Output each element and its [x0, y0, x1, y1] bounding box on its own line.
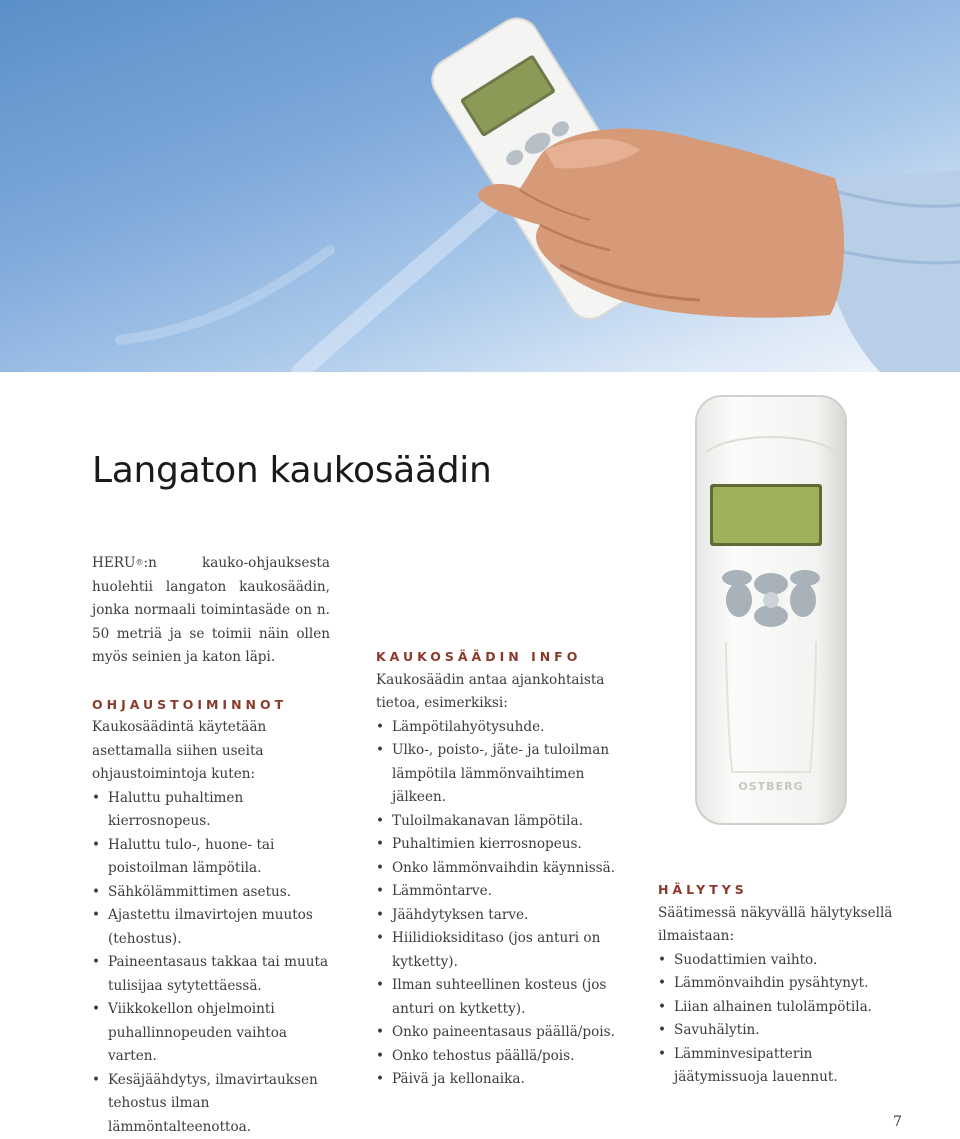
- list-item: • Ajastettu ilmavirtojen muutos (tehostus).: [92, 904, 330, 951]
- page-title: Langaton kaukosäädin: [92, 450, 491, 491]
- controls-list: [92, 787, 330, 1139]
- heading-halytys: HÄLYTYS: [658, 878, 898, 902]
- list-item: • Liian alhainen tulolämpötila.: [658, 996, 898, 1020]
- intro-text: :n kauko-ohjauksesta huolehtii langaton kaukosäädin, jonka normaali toimintasäde on n. 50 metriä ja se toimii näin ollen myös seinien ja katon läpi.: [92, 555, 330, 665]
- intro-paragraph: [92, 552, 330, 670]
- heading-kaukosaadin-info: KAUKOSÄÄDIN INFO: [376, 645, 616, 669]
- list-item: • Jäähdytyksen tarve.: [376, 904, 616, 928]
- info-list: [376, 716, 616, 1092]
- list-item: • Ilman suhteellinen kosteus (jos anturi on kytketty).: [376, 974, 616, 1021]
- key-left-icon: [726, 583, 752, 617]
- list-item: • Onko paineentasaus päällä/pois.: [376, 1021, 616, 1045]
- list-item: • Ulko-, poisto-, jäte- ja tuloilman lämpötila lämmönvaihtimen jälkeen.: [376, 739, 616, 810]
- column-alarms: [658, 878, 898, 1090]
- key-up-icon: [754, 573, 788, 595]
- list-item: • Suodattimien vaihto.: [658, 949, 898, 973]
- list-item: • Tuloilmakanavan lämpötila.: [376, 810, 616, 834]
- key-down-icon: [754, 605, 788, 627]
- hand-with-remote-illustration: [0, 0, 960, 372]
- list-item: • Onko lämmönvaihdin käynnissä.: [376, 857, 616, 881]
- list-item: • Puhaltimien kierrosnopeus.: [376, 833, 616, 857]
- list-item: • Lämmönvaihdin pysähtynyt.: [658, 972, 898, 996]
- list-item: • Savuhälytin.: [658, 1019, 898, 1043]
- heading-ohjaustoiminnot: OHJAUSTOIMINNOT: [92, 693, 330, 717]
- list-item: • Lämminvesipatterin jäätymissuoja lauennut.: [658, 1043, 898, 1090]
- key-right-icon: [790, 583, 816, 617]
- list-item: • Kesäjäähdytys, ilmavirtauksen tehostus ilman lämmöntalteenottoa.: [92, 1069, 330, 1139]
- hero-photo: [0, 0, 960, 372]
- list-item: • Viikkokellon ohjelmointi puhallinnopeuden vaihtoa varten.: [92, 998, 330, 1069]
- registered-mark: ®: [135, 558, 143, 567]
- brand-name: HERU: [92, 555, 135, 571]
- remote-control-image: [692, 392, 850, 828]
- alarms-list: [658, 949, 898, 1090]
- column-remote-info: [376, 645, 616, 1092]
- list-item: • Haluttu puhaltimen kierrosnopeus.: [92, 787, 330, 834]
- controls-lead: Kaukosäädintä käytetään asettamalla siihen useita ohjaustoimintoja kuten:: [92, 716, 330, 787]
- list-item: • Haluttu tulo-, huone- tai poistoilman lämpötila.: [92, 834, 330, 881]
- column-intro-and-controls: [92, 552, 330, 1139]
- list-item: • Päivä ja kellonaika.: [376, 1068, 616, 1092]
- list-item: • Lämpötilahyötysuhde.: [376, 716, 616, 740]
- list-item: • Paineentasaus takkaa tai muuta tulisijaa sytytettäessä.: [92, 951, 330, 998]
- brand-logo: OSTBERG: [738, 780, 803, 793]
- list-item: • Sähkölämmittimen asetus.: [92, 881, 330, 905]
- page-number: 7: [893, 1114, 902, 1130]
- alarms-lead: Säätimessä näkyvällä hälytyksellä ilmaistaan:: [658, 902, 898, 949]
- list-item: • Hiilidioksiditaso (jos anturi on kytketty).: [376, 927, 616, 974]
- list-item: • Onko tehostus päällä/pois.: [376, 1045, 616, 1069]
- info-lead: Kaukosäädin antaa ajankohtaista tietoa, esimerkiksi:: [376, 669, 616, 716]
- list-item: • Lämmöntarve.: [376, 880, 616, 904]
